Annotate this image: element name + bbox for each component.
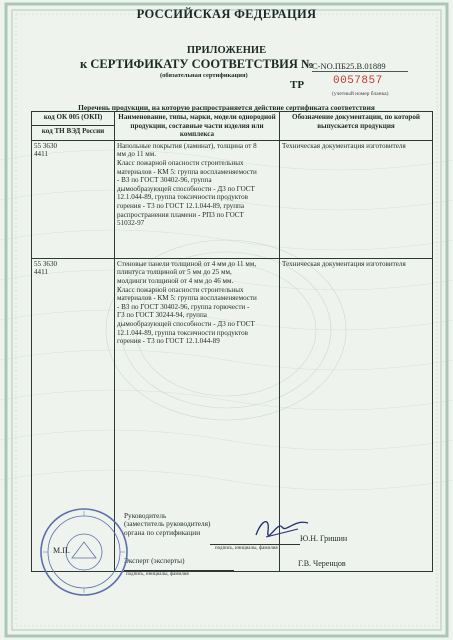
product-line: 51032-97 xyxy=(117,219,145,228)
handwritten-signature xyxy=(252,513,312,543)
round-stamp xyxy=(38,506,130,598)
tn-code: 4411 xyxy=(34,150,48,159)
tn-code: 4411 xyxy=(34,268,48,277)
code-cell xyxy=(32,140,115,258)
tr-label: ТР xyxy=(290,79,305,91)
expert-signature-caption: подпись, инициалы, фамилия xyxy=(126,572,189,577)
country-title: РОССИЙСКАЯ ФЕДЕРАЦИЯ xyxy=(136,7,317,21)
appendix-title: ПРИЛОЖЕНИЕ xyxy=(186,45,267,56)
certification-type: (обязательная сертификация) xyxy=(160,72,248,79)
product-line: горения - Т3 по ГОСТ 12.1.044-89, группа xyxy=(117,201,244,210)
table-header-row-1 xyxy=(32,112,433,126)
head-title-line: (заместитель руководителя) xyxy=(124,519,211,529)
expert-name: Г.В. Черенцов xyxy=(298,559,346,568)
product-line: материалов - КМ 5: группа воспламеняемости xyxy=(117,167,257,176)
product-line: 12.1.044-89, группа токсичности продуктов xyxy=(117,328,249,337)
header-docs: Обозначение документации, по которой выпускается продукция xyxy=(280,112,433,141)
product-line: плинтуса толщиной от 5 мм до 25 мм, xyxy=(117,268,232,277)
product-line: - В3 по ГОСТ 30402-96, группа горючести - xyxy=(117,302,250,311)
product-line: мм до 11 мм. xyxy=(117,150,157,159)
head-signature-line xyxy=(210,543,300,545)
product-table xyxy=(31,111,433,572)
product-line: горения - Т3 по ГОСТ 12.1.044-89 xyxy=(117,337,220,346)
seal-label: М.П. xyxy=(53,546,70,555)
table-caption: Перечень продукции, на которую распространяется действие сертификата соответствия xyxy=(78,103,375,112)
head-name: Ю.Н. Гришин xyxy=(300,534,348,543)
head-title-line: органа по сертификации xyxy=(124,527,201,537)
product-line: Класс пожарной опасности строительных xyxy=(117,285,244,294)
product-line: Стеновые панели толщиной от 4 мм до 11 мм, xyxy=(117,259,257,268)
product-line: дымообразующей способности - Д3 по ГОСТ xyxy=(117,184,255,193)
product-line: материалов - КМ 5: группа воспламеняемости xyxy=(117,294,257,303)
product-line: молдинги толщиной от 4 мм до 46 мм. xyxy=(117,276,234,285)
okp-code: 55 3630 xyxy=(34,141,58,150)
product-line: Напольные покрытия (ламинат), толщина от 8 xyxy=(117,141,257,150)
okp-code: 55 3630 xyxy=(34,259,58,268)
product-line: распространения пламени - РП3 по ГОСТ xyxy=(117,210,244,219)
certificate-number: С-NO.ПБ25.В.01889 xyxy=(312,61,408,72)
head-signature-block xyxy=(124,512,210,537)
product-line: Г3 по ГОСТ 30244-94, группа xyxy=(117,311,207,320)
table-row xyxy=(32,140,433,258)
product-line: дымообразующей способности - Д3 по ГОСТ xyxy=(117,319,255,328)
product-name-cell xyxy=(115,140,280,258)
product-line: 12.1.044-89, группа токсичности продуктов xyxy=(117,193,249,202)
header-code-tn: код ТН ВЭД России xyxy=(32,126,115,140)
head-signature-caption: подпись, инициалы, фамилия xyxy=(215,546,278,551)
expert-signature-line xyxy=(124,569,234,571)
header-name: Наименование, типы, марки, модели однородной продукции, составные части изделия или комплекса xyxy=(115,112,280,141)
docs-cell: Техническая документация изготовителя xyxy=(280,258,433,571)
form-serial-note: (учетный номер бланка) xyxy=(332,91,389,97)
certificate-title: к СЕРТИФИКАТУ СООТВЕТСТВИЯ № xyxy=(80,57,314,71)
form-serial-number: 0057857 xyxy=(333,75,383,87)
product-line: Класс пожарной опасности строительных xyxy=(117,158,244,167)
head-title-line: Руководитель xyxy=(124,511,167,520)
product-line: - В3 по ГОСТ 30402-96, группа xyxy=(117,176,212,185)
expert-label: Эксперт (эксперты) xyxy=(124,556,185,565)
header-code-okp: код ОК 005 (ОКП) xyxy=(32,112,115,126)
docs-cell: Техническая документация изготовителя xyxy=(280,140,433,258)
